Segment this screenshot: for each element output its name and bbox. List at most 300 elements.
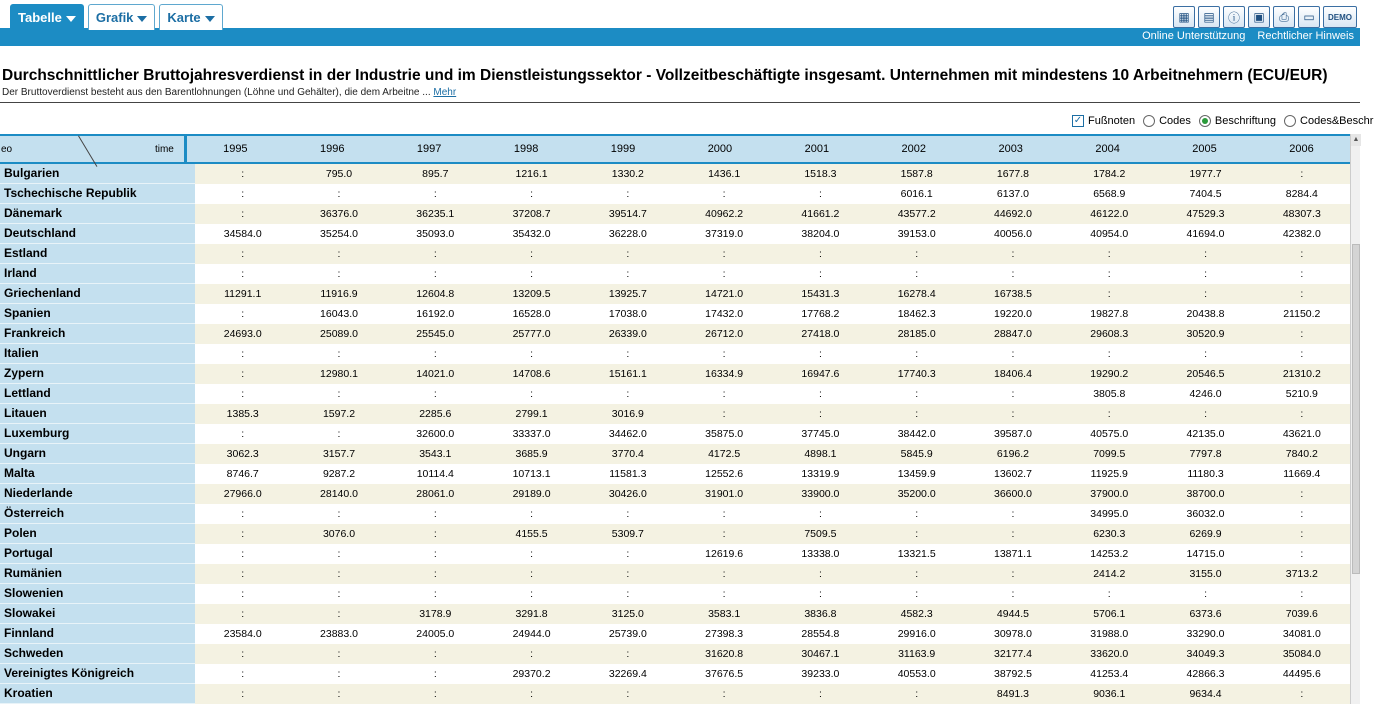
table-cell: 36228.0 bbox=[580, 224, 676, 244]
table-cell: : bbox=[869, 264, 965, 284]
table-cell: 30978.0 bbox=[965, 624, 1061, 644]
checkbox-checked-icon[interactable]: ✓ bbox=[1073, 115, 1083, 126]
row-label[interactable]: Irland bbox=[0, 264, 195, 284]
table-cell: 3157.7 bbox=[291, 444, 387, 464]
table-cell: : bbox=[291, 264, 387, 284]
table-cell: 35254.0 bbox=[291, 224, 387, 244]
row-label[interactable]: Polen bbox=[0, 524, 195, 544]
more-link[interactable]: Mehr bbox=[433, 87, 457, 98]
table-cell: 25777.0 bbox=[483, 324, 579, 344]
table-cell: : bbox=[291, 184, 387, 204]
table-cell: 13602.7 bbox=[965, 464, 1061, 484]
table-cell: 895.7 bbox=[387, 164, 483, 184]
table-cell: : bbox=[869, 524, 965, 544]
table-cell: 26339.0 bbox=[580, 324, 676, 344]
table-cell: 42382.0 bbox=[1254, 224, 1350, 244]
table-cell: : bbox=[195, 604, 291, 624]
table-cell: 7509.5 bbox=[772, 524, 868, 544]
table-cell: 7797.8 bbox=[1157, 444, 1253, 464]
vertical-scrollbar[interactable] bbox=[1350, 134, 1360, 704]
row-label[interactable]: Griechenland bbox=[0, 284, 195, 304]
table-cell: : bbox=[291, 604, 387, 624]
legal-notice-link[interactable]: Rechtlicher Hinweis bbox=[1257, 30, 1354, 42]
row-label[interactable]: Kroatien bbox=[0, 684, 195, 704]
table-cell: 36376.0 bbox=[291, 204, 387, 224]
table-cell: 3016.9 bbox=[580, 404, 676, 424]
row-label[interactable]: Italien bbox=[0, 344, 195, 364]
table-cell: 42866.3 bbox=[1157, 664, 1253, 684]
table-cell: : bbox=[676, 184, 772, 204]
row-label[interactable]: Ungarn bbox=[0, 444, 195, 464]
table-cell: : bbox=[195, 524, 291, 544]
table-row bbox=[0, 164, 1350, 184]
table-cell: 15161.1 bbox=[580, 364, 676, 384]
table-cell: : bbox=[869, 504, 965, 524]
table-cell: : bbox=[580, 504, 676, 524]
table-cell: 37676.5 bbox=[676, 664, 772, 684]
table-row bbox=[0, 384, 1350, 404]
table-cell: : bbox=[1061, 284, 1157, 304]
table-cell: 35432.0 bbox=[483, 224, 579, 244]
table-cell: 11925.9 bbox=[1061, 464, 1157, 484]
excel-icon[interactable]: ▤ bbox=[1198, 6, 1220, 28]
table-cell: 33620.0 bbox=[1061, 644, 1157, 664]
table-icon[interactable]: ▦ bbox=[1173, 6, 1195, 28]
table-cell: : bbox=[195, 584, 291, 604]
codes-label: Codes bbox=[1159, 115, 1191, 127]
year-header[interactable]: 2002 bbox=[901, 143, 927, 155]
year-header[interactable]: 1997 bbox=[416, 143, 442, 155]
table-cell: 26712.0 bbox=[676, 324, 772, 344]
table-cell: 27966.0 bbox=[195, 484, 291, 504]
table-cell: : bbox=[195, 204, 291, 224]
tab-label: Karte bbox=[167, 10, 201, 25]
table-cell: : bbox=[676, 344, 772, 364]
radio-icon[interactable] bbox=[1143, 115, 1155, 127]
table-cell: 12552.6 bbox=[676, 464, 772, 484]
table-cell: 44495.6 bbox=[1254, 664, 1350, 684]
table-cell: 24005.0 bbox=[387, 624, 483, 644]
table-cell: 40056.0 bbox=[965, 224, 1061, 244]
table-cell: 5706.1 bbox=[1061, 604, 1157, 624]
table-cell: : bbox=[291, 644, 387, 664]
info-icon[interactable]: ⓘ bbox=[1223, 6, 1245, 28]
year-header[interactable]: 1995 bbox=[223, 143, 248, 155]
table-cell: : bbox=[772, 264, 868, 284]
table-cell: 23584.0 bbox=[195, 624, 291, 644]
row-label[interactable]: Dänemark bbox=[0, 204, 195, 224]
year-header[interactable]: 1998 bbox=[513, 143, 539, 155]
table-cell: 28185.0 bbox=[869, 324, 965, 344]
year-header[interactable]: 2001 bbox=[804, 143, 830, 155]
row-label[interactable]: Slowenien bbox=[0, 584, 195, 604]
table-row bbox=[0, 344, 1350, 364]
tab-tabelle[interactable] bbox=[10, 4, 84, 30]
table-cell: : bbox=[1157, 244, 1253, 264]
table-cell: : bbox=[676, 584, 772, 604]
table-cell: : bbox=[1061, 584, 1157, 604]
table-cell: : bbox=[1254, 244, 1350, 264]
table-row bbox=[0, 404, 1350, 424]
table-cell: 4155.5 bbox=[483, 524, 579, 544]
row-label[interactable]: Lettland bbox=[0, 384, 195, 404]
table-cell: 3836.8 bbox=[772, 604, 868, 624]
table-cell: : bbox=[195, 644, 291, 664]
table-cell: : bbox=[291, 424, 387, 444]
table-cell: 11581.3 bbox=[580, 464, 676, 484]
table-cell: 31163.9 bbox=[869, 644, 965, 664]
table-cell: 17740.3 bbox=[869, 364, 965, 384]
table-cell: : bbox=[772, 384, 868, 404]
table-cell: 13871.1 bbox=[965, 544, 1061, 564]
table-cell: : bbox=[195, 344, 291, 364]
chevron-down-icon bbox=[66, 16, 76, 22]
table-cell: : bbox=[1254, 504, 1350, 524]
row-label[interactable]: Deutschland bbox=[0, 224, 195, 244]
year-header[interactable]: 1996 bbox=[320, 143, 345, 155]
radio-icon[interactable] bbox=[1284, 115, 1296, 127]
row-label[interactable]: Spanien bbox=[0, 304, 195, 324]
table-cell: : bbox=[1254, 484, 1350, 504]
table-cell: 11916.9 bbox=[291, 284, 387, 304]
table-cell: 16278.4 bbox=[869, 284, 965, 304]
row-label[interactable]: Schweden bbox=[0, 644, 195, 664]
table-cell: 13459.9 bbox=[869, 464, 965, 484]
table-cell: : bbox=[1254, 164, 1350, 184]
table-cell: 14253.2 bbox=[1061, 544, 1157, 564]
table-cell: 27418.0 bbox=[772, 324, 868, 344]
table-cell: : bbox=[772, 344, 868, 364]
table-cell: 12980.1 bbox=[291, 364, 387, 384]
table-cell: : bbox=[580, 264, 676, 284]
table-row bbox=[0, 324, 1350, 344]
table-cell: : bbox=[195, 304, 291, 324]
table-cell: : bbox=[869, 344, 965, 364]
table-cell: 14715.0 bbox=[1157, 544, 1253, 564]
row-label[interactable]: Rumänien bbox=[0, 564, 195, 584]
table-row bbox=[0, 564, 1350, 584]
table-cell: 9036.1 bbox=[1061, 684, 1157, 704]
labels-label: Beschriftung bbox=[1214, 115, 1277, 127]
table-cell: : bbox=[869, 564, 965, 584]
table-corner bbox=[0, 136, 187, 162]
table-row bbox=[0, 464, 1350, 484]
table-cell: 14708.6 bbox=[483, 364, 579, 384]
table-cell: 21150.2 bbox=[1254, 304, 1350, 324]
table-cell: 1436.1 bbox=[676, 164, 772, 184]
table-cell: : bbox=[291, 384, 387, 404]
table-cell: : bbox=[676, 404, 772, 424]
row-label[interactable]: Malta bbox=[0, 464, 195, 484]
geo-dimension-label[interactable]: eo bbox=[1, 144, 13, 155]
divider bbox=[0, 102, 1360, 103]
toolbar bbox=[1173, 6, 1357, 28]
table-cell: : bbox=[1254, 684, 1350, 704]
table-cell: 2414.2 bbox=[1061, 564, 1157, 584]
table-cell: : bbox=[387, 264, 483, 284]
row-label[interactable]: Litauen bbox=[0, 404, 195, 424]
table-cell: 39514.7 bbox=[580, 204, 676, 224]
table-cell: : bbox=[387, 564, 483, 584]
page-subtitle bbox=[2, 87, 456, 98]
table-cell: 10114.4 bbox=[387, 464, 483, 484]
row-label[interactable]: Estland bbox=[0, 244, 195, 264]
table-cell: 31620.8 bbox=[676, 644, 772, 664]
table-cell: : bbox=[965, 384, 1061, 404]
row-label[interactable]: Vereinigtes Königreich bbox=[0, 664, 195, 684]
table-cell: : bbox=[580, 564, 676, 584]
table-cell: : bbox=[772, 184, 868, 204]
table-cell: 13925.7 bbox=[580, 284, 676, 304]
table-cell: 1677.8 bbox=[965, 164, 1061, 184]
table-cell: : bbox=[1061, 344, 1157, 364]
table-row bbox=[0, 524, 1350, 544]
table-cell: 18462.3 bbox=[869, 304, 965, 324]
table-cell: : bbox=[965, 504, 1061, 524]
table-cell: : bbox=[676, 564, 772, 584]
tab-karte[interactable] bbox=[159, 4, 222, 30]
table-cell: 27398.3 bbox=[676, 624, 772, 644]
online-support-link[interactable]: Online Unterstützung bbox=[1142, 30, 1246, 42]
table-cell: : bbox=[869, 244, 965, 264]
row-label[interactable]: Niederlande bbox=[0, 484, 195, 504]
table-cell: 36235.1 bbox=[387, 204, 483, 224]
table-cell: 32269.4 bbox=[580, 664, 676, 684]
table-cell: 7840.2 bbox=[1254, 444, 1350, 464]
row-label[interactable]: Finnland bbox=[0, 624, 195, 644]
display-options bbox=[1072, 115, 1381, 127]
table-header bbox=[0, 134, 1350, 164]
table-cell: : bbox=[580, 244, 676, 264]
table-cell: 35084.0 bbox=[1254, 644, 1350, 664]
table-cell: : bbox=[965, 564, 1061, 584]
table-cell: : bbox=[195, 264, 291, 284]
year-header[interactable]: 2000 bbox=[707, 143, 733, 155]
table-cell: 40954.0 bbox=[1061, 224, 1157, 244]
table-cell: 28140.0 bbox=[291, 484, 387, 504]
row-label[interactable]: Zypern bbox=[0, 364, 195, 384]
table-cell: : bbox=[291, 584, 387, 604]
table-cell: : bbox=[580, 384, 676, 404]
table-cell: 7039.6 bbox=[1254, 604, 1350, 624]
table-cell: 34995.0 bbox=[1061, 504, 1157, 524]
table-cell: : bbox=[1254, 344, 1350, 364]
table-cell: 33337.0 bbox=[483, 424, 579, 444]
table-cell: 5309.7 bbox=[580, 524, 676, 544]
year-header[interactable]: 2004 bbox=[1095, 143, 1120, 155]
table-cell: 16334.9 bbox=[676, 364, 772, 384]
table-cell: : bbox=[1061, 404, 1157, 424]
table-cell: : bbox=[580, 184, 676, 204]
table-cell: : bbox=[580, 644, 676, 664]
table-cell: 30426.0 bbox=[580, 484, 676, 504]
table-cell: 11669.4 bbox=[1254, 464, 1350, 484]
codes-labels-option[interactable] bbox=[1284, 115, 1373, 127]
table-cell: 44692.0 bbox=[965, 204, 1061, 224]
table-row bbox=[0, 284, 1350, 304]
table-cell: 11180.3 bbox=[1157, 464, 1253, 484]
table-cell: 34462.0 bbox=[580, 424, 676, 444]
table-cell: 4944.5 bbox=[965, 604, 1061, 624]
table-cell: : bbox=[291, 344, 387, 364]
table-cell: : bbox=[291, 664, 387, 684]
table-cell: 3155.0 bbox=[1157, 564, 1253, 584]
scroll-up-icon[interactable]: ▲ bbox=[1351, 134, 1361, 146]
table-cell: 17768.2 bbox=[772, 304, 868, 324]
table-cell: 13321.5 bbox=[869, 544, 965, 564]
table-cell: : bbox=[1061, 244, 1157, 264]
table-cell: 29608.3 bbox=[1061, 324, 1157, 344]
table-row bbox=[0, 264, 1350, 284]
table-cell: 16947.6 bbox=[772, 364, 868, 384]
table-cell: 34081.0 bbox=[1254, 624, 1350, 644]
row-label[interactable]: Slowakei bbox=[0, 604, 195, 624]
table-row bbox=[0, 484, 1350, 504]
table-cell: 31901.0 bbox=[676, 484, 772, 504]
table-cell: 19290.2 bbox=[1061, 364, 1157, 384]
table-cell: 41253.4 bbox=[1061, 664, 1157, 684]
footnotes-label: Fußnoten bbox=[1088, 115, 1136, 127]
table-cell: 3770.4 bbox=[580, 444, 676, 464]
table-cell: : bbox=[195, 244, 291, 264]
page-title: Durchschnittlicher Bruttojahresverdienst in der Industrie und im Dienstleistungssektor - Vollzeitbeschäftigte insgesamt. Unternehmen mit mindestens 10 Arbeitnehmern (ECU/EUR) bbox=[2, 67, 1328, 84]
year-header[interactable]: 2005 bbox=[1192, 143, 1217, 155]
row-label[interactable]: Tschechische Republik bbox=[0, 184, 195, 204]
row-label[interactable]: Österreich bbox=[0, 504, 195, 524]
year-header[interactable]: 1999 bbox=[610, 143, 636, 155]
table-cell: 38442.0 bbox=[869, 424, 965, 444]
print-icon[interactable]: ⎙ bbox=[1273, 6, 1295, 28]
table-cell: 3178.9 bbox=[387, 604, 483, 624]
row-label[interactable]: Luxemburg bbox=[0, 424, 195, 444]
table-cell: : bbox=[580, 684, 676, 704]
table-cell: 16528.0 bbox=[483, 304, 579, 324]
table-cell: 40575.0 bbox=[1061, 424, 1157, 444]
table-cell: 36032.0 bbox=[1157, 504, 1253, 524]
table-cell: : bbox=[387, 384, 483, 404]
footnotes-option[interactable] bbox=[1072, 115, 1135, 127]
table-cell: : bbox=[1061, 264, 1157, 284]
table-cell: 10713.1 bbox=[483, 464, 579, 484]
table-cell: 39153.0 bbox=[869, 224, 965, 244]
table-cell: 13338.0 bbox=[772, 544, 868, 564]
radio-selected-icon[interactable] bbox=[1199, 115, 1211, 127]
table-cell: 9287.2 bbox=[291, 464, 387, 484]
table-row bbox=[0, 444, 1350, 464]
table-cell: 1518.3 bbox=[772, 164, 868, 184]
table-cell: 1977.7 bbox=[1157, 164, 1253, 184]
table-row bbox=[0, 424, 1350, 444]
table-cell: 28554.8 bbox=[772, 624, 868, 644]
table-cell: : bbox=[483, 564, 579, 584]
table-cell: : bbox=[965, 404, 1061, 424]
table-cell: : bbox=[676, 244, 772, 264]
table-cell: 35200.0 bbox=[869, 484, 965, 504]
table-row bbox=[0, 504, 1350, 524]
table-cell: 43577.2 bbox=[869, 204, 965, 224]
table-row bbox=[0, 604, 1350, 624]
chevron-down-icon bbox=[137, 16, 147, 22]
table-cell: : bbox=[483, 684, 579, 704]
table-cell: : bbox=[676, 524, 772, 544]
table-cell: 37208.7 bbox=[483, 204, 579, 224]
table-cell: 33900.0 bbox=[772, 484, 868, 504]
table-row bbox=[0, 644, 1350, 664]
table-cell: : bbox=[387, 544, 483, 564]
row-label[interactable]: Bulgarien bbox=[0, 164, 195, 184]
demo-button[interactable]: DEMO bbox=[1323, 6, 1357, 28]
codes-option[interactable] bbox=[1143, 115, 1191, 127]
table-row bbox=[0, 304, 1350, 324]
table-cell: 40553.0 bbox=[869, 664, 965, 684]
table-cell: 4582.3 bbox=[869, 604, 965, 624]
table-cell: : bbox=[1157, 284, 1253, 304]
table-cell: 16192.0 bbox=[387, 304, 483, 324]
table-cell: : bbox=[387, 644, 483, 664]
table-cell: : bbox=[676, 684, 772, 704]
corner-divider bbox=[78, 135, 97, 166]
table-cell: : bbox=[772, 684, 868, 704]
table-cell: : bbox=[483, 584, 579, 604]
year-header[interactable]: 2003 bbox=[998, 143, 1023, 155]
table-row bbox=[0, 584, 1350, 604]
table-cell: 3543.1 bbox=[387, 444, 483, 464]
table-cell: 16738.5 bbox=[965, 284, 1061, 304]
table-cell: 1784.2 bbox=[1061, 164, 1157, 184]
table-row bbox=[0, 544, 1350, 564]
table-cell: : bbox=[195, 184, 291, 204]
table-row bbox=[0, 224, 1350, 244]
table-cell: : bbox=[195, 504, 291, 524]
folder-icon[interactable]: ▭ bbox=[1298, 6, 1320, 28]
table-cell: : bbox=[195, 564, 291, 584]
tab-grafik[interactable] bbox=[88, 4, 156, 30]
table-cell: 19827.8 bbox=[1061, 304, 1157, 324]
row-label[interactable]: Portugal bbox=[0, 544, 195, 564]
table-row bbox=[0, 364, 1350, 384]
table-cell: 17432.0 bbox=[676, 304, 772, 324]
table-cell: 34584.0 bbox=[195, 224, 291, 244]
table-cell: 28061.0 bbox=[387, 484, 483, 504]
year-header[interactable]: 2006 bbox=[1289, 143, 1314, 155]
table-cell: 12619.6 bbox=[676, 544, 772, 564]
table-cell: 35875.0 bbox=[676, 424, 772, 444]
table-cell: 3076.0 bbox=[291, 524, 387, 544]
table-cell: 795.0 bbox=[291, 164, 387, 184]
table-cell: 4898.1 bbox=[772, 444, 868, 464]
table-cell: 35093.0 bbox=[387, 224, 483, 244]
table-cell: 6568.9 bbox=[1061, 184, 1157, 204]
save-icon[interactable]: ▣ bbox=[1248, 6, 1270, 28]
table-cell: : bbox=[965, 524, 1061, 544]
table-cell: 9634.4 bbox=[1157, 684, 1253, 704]
table-cell: : bbox=[772, 504, 868, 524]
table-cell: : bbox=[1254, 584, 1350, 604]
scrollbar-thumb[interactable] bbox=[1352, 244, 1360, 574]
table-cell: 4172.5 bbox=[676, 444, 772, 464]
row-label[interactable]: Frankreich bbox=[0, 324, 195, 344]
table-cell: 12604.8 bbox=[387, 284, 483, 304]
table-cell: : bbox=[483, 384, 579, 404]
table-cell: : bbox=[387, 184, 483, 204]
table-cell: 37319.0 bbox=[676, 224, 772, 244]
time-dimension-label[interactable]: time bbox=[154, 144, 174, 155]
table-cell: 8491.3 bbox=[965, 684, 1061, 704]
table-cell: 5210.9 bbox=[1254, 384, 1350, 404]
labels-option[interactable] bbox=[1199, 115, 1276, 127]
table-cell: 16043.0 bbox=[291, 304, 387, 324]
table-cell: 13209.5 bbox=[483, 284, 579, 304]
